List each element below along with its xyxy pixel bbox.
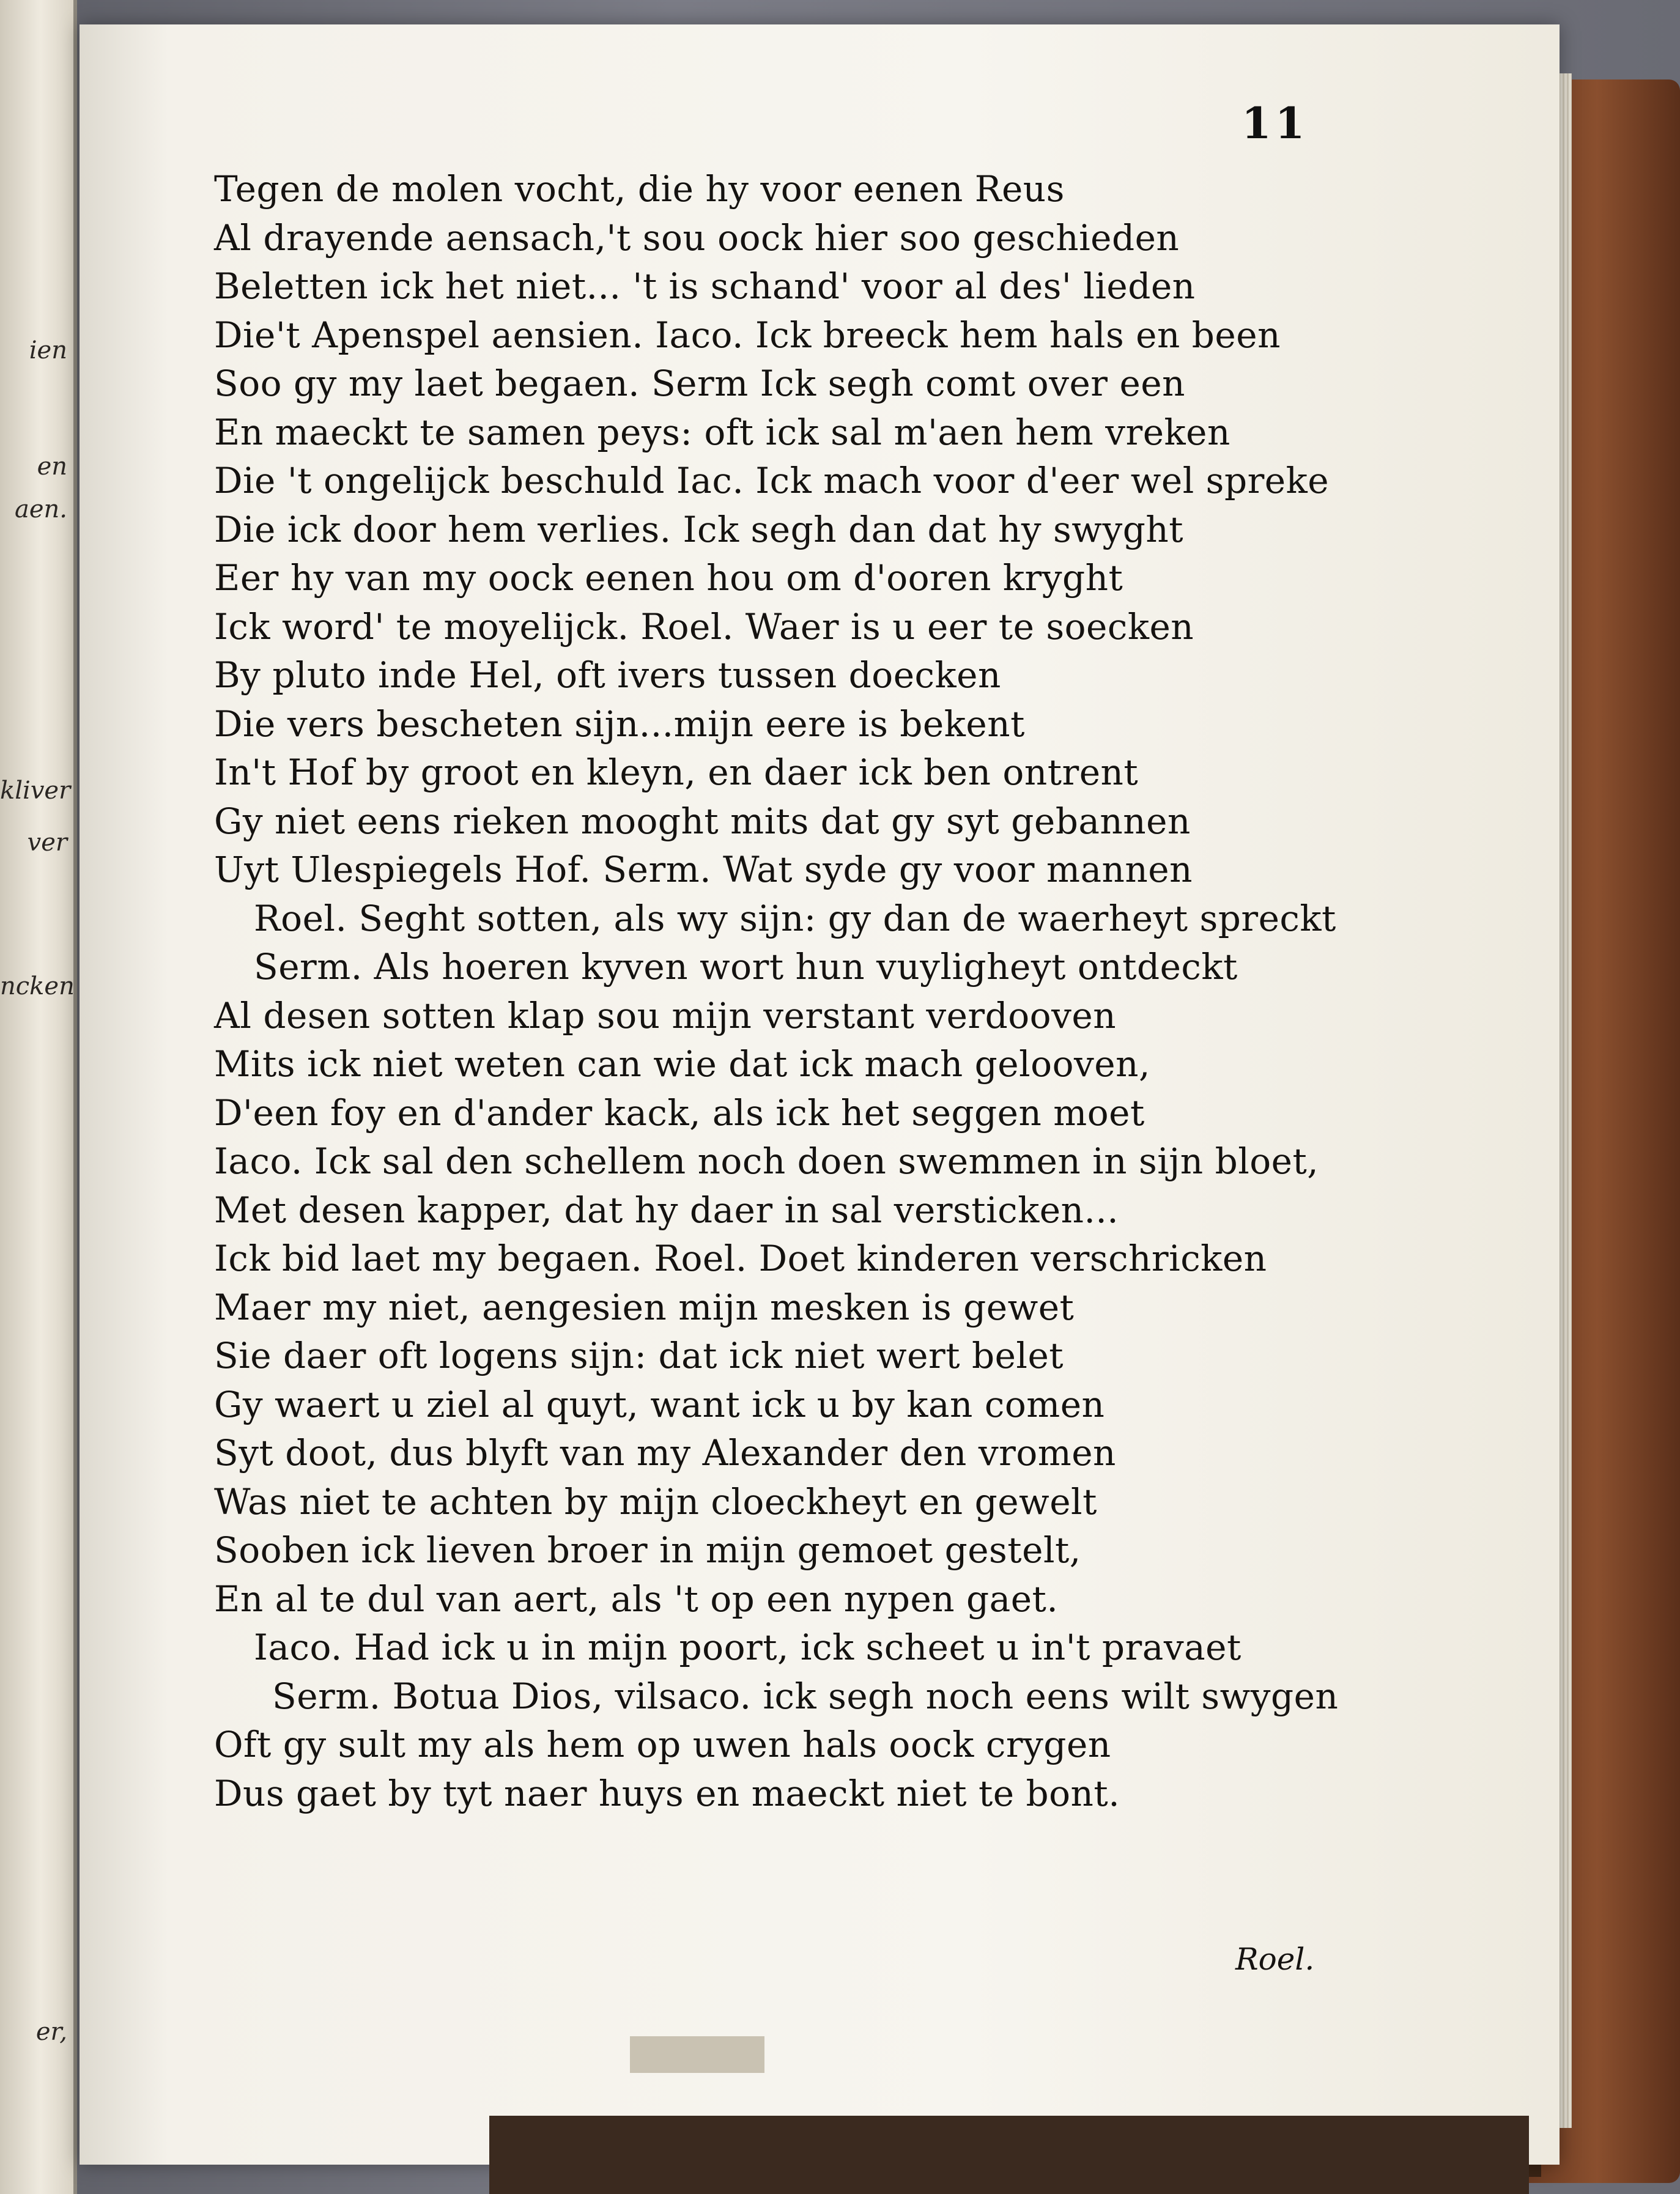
left-page-fragment: ien [29,336,67,364]
text-line: D'een foy en d'ander kack, als ick het seggen moet [214,1091,1145,1134]
text-line: Eer hy van my oock eenen hou om d'ooren kryght [214,557,1123,599]
text-line: Serm. Botua Dios, vilsaco. ick segh noch eens wilt swygen [272,1675,1339,1717]
right-page [80,24,1560,2165]
text-line: Roel. Seght sotten, als wy sijn: gy dan de waerheyt spreckt [254,897,1336,939]
text-line: Gy niet eens rieken mooght mits dat gy syt gebannen [214,800,1191,842]
left-page-fragment: en [37,452,67,481]
text-line: Die ick door hem verlies. Ick segh dan dat hy swyght [214,508,1184,550]
text-line: Die vers bescheten sijn...mijn eere is bekent [214,703,1025,745]
text-line: Oft gy sult my als hem op uwen hals oock crygen [214,1724,1111,1765]
text-line: Uyt Ulespiegels Hof. Serm. Wat syde gy voor mannen [214,849,1193,890]
text-line: Soo gy my laet begaen. Serm Ick segh comt over een [214,363,1185,404]
text-line: Al drayende aensach,'t sou oock hier soo geschieden [214,216,1180,259]
left-page-fragment: kliver [0,777,71,805]
left-page-fragment: ver [27,829,67,857]
text-line: Die 't ongelijck beschuld Iac. Ick mach voor d'eer wel spreke [214,460,1330,501]
text-line: Iaco. Ick sal den schellem noch doen swemmen in sijn bloet, [214,1140,1319,1182]
left-page-fragment: ncken [0,972,75,1000]
text-line: Sie daer oft logens sijn: dat ick niet wert belet [214,1335,1064,1376]
text-line: Tegen de molen vocht, die hy voor eenen Reus [214,168,1065,210]
text-line: Syt doot, dus blyft van my Alexander den vromen [214,1432,1116,1474]
text-line: Met desen kapper, dat hy daer in sal versticken... [214,1189,1119,1231]
text-line: Al desen sotten klap sou mijn verstant verdooven [214,994,1117,1036]
verse-text [214,165,1339,1818]
book-bottom-edge [489,2116,1529,2194]
text-line: Mits ick niet weten can wie dat ick mach gelooven, [214,1043,1150,1085]
text-line: En al te dul van aert, als 't op een nypen gaet. [214,1578,1059,1620]
text-line: Beletten ick het niet... 't is schand' voor al des' lieden [214,265,1196,307]
text-line: Ick word' te moyelijck. Roel. Waer is u eer te soecken [214,605,1194,648]
page-tab [630,2036,764,2073]
text-line: Sooben ick lieven broer in mijn gemoet gestelt, [214,1529,1081,1571]
text-line: Gy waert u ziel al quyt, want ick u by kan comen [214,1383,1105,1425]
text-line: In't Hof by groot en kleyn, en daer ick ben ontrent [214,752,1139,793]
text-line: Dus gaet by tyt naer huys en maeckt niet te bont. [214,1772,1120,1814]
text-line: Iaco. Had ick u in mijn poort, ick scheet u in't pravaet [254,1627,1241,1668]
catchword: Roel. [1235,1941,1315,1977]
text-line: By pluto inde Hel, oft ivers tussen doecken [214,654,1001,696]
text-line: Maer my niet, aengesien mijn mesken is gewet [214,1286,1075,1328]
text-line: Was niet te achten by mijn cloeckheyt en gewelt [214,1480,1097,1523]
text-line: Serm. Als hoeren kyven wort hun vuyligheyt ontdeckt [254,946,1238,988]
text-line: En maeckt te samen peys: oft ick sal m'aen hem vreken [214,411,1230,453]
text-line: Ick bid laet my begaen. Roel. Doet kinderen verschricken [214,1238,1267,1279]
text-line: Die't Apenspel aensien. Iaco. Ick breeck hem hals en been [214,314,1281,356]
left-page [0,0,77,2194]
left-page-fragment: er, [35,2018,67,2046]
left-page-fragment: aen. [15,495,67,523]
page-number: 11 [1241,98,1309,149]
